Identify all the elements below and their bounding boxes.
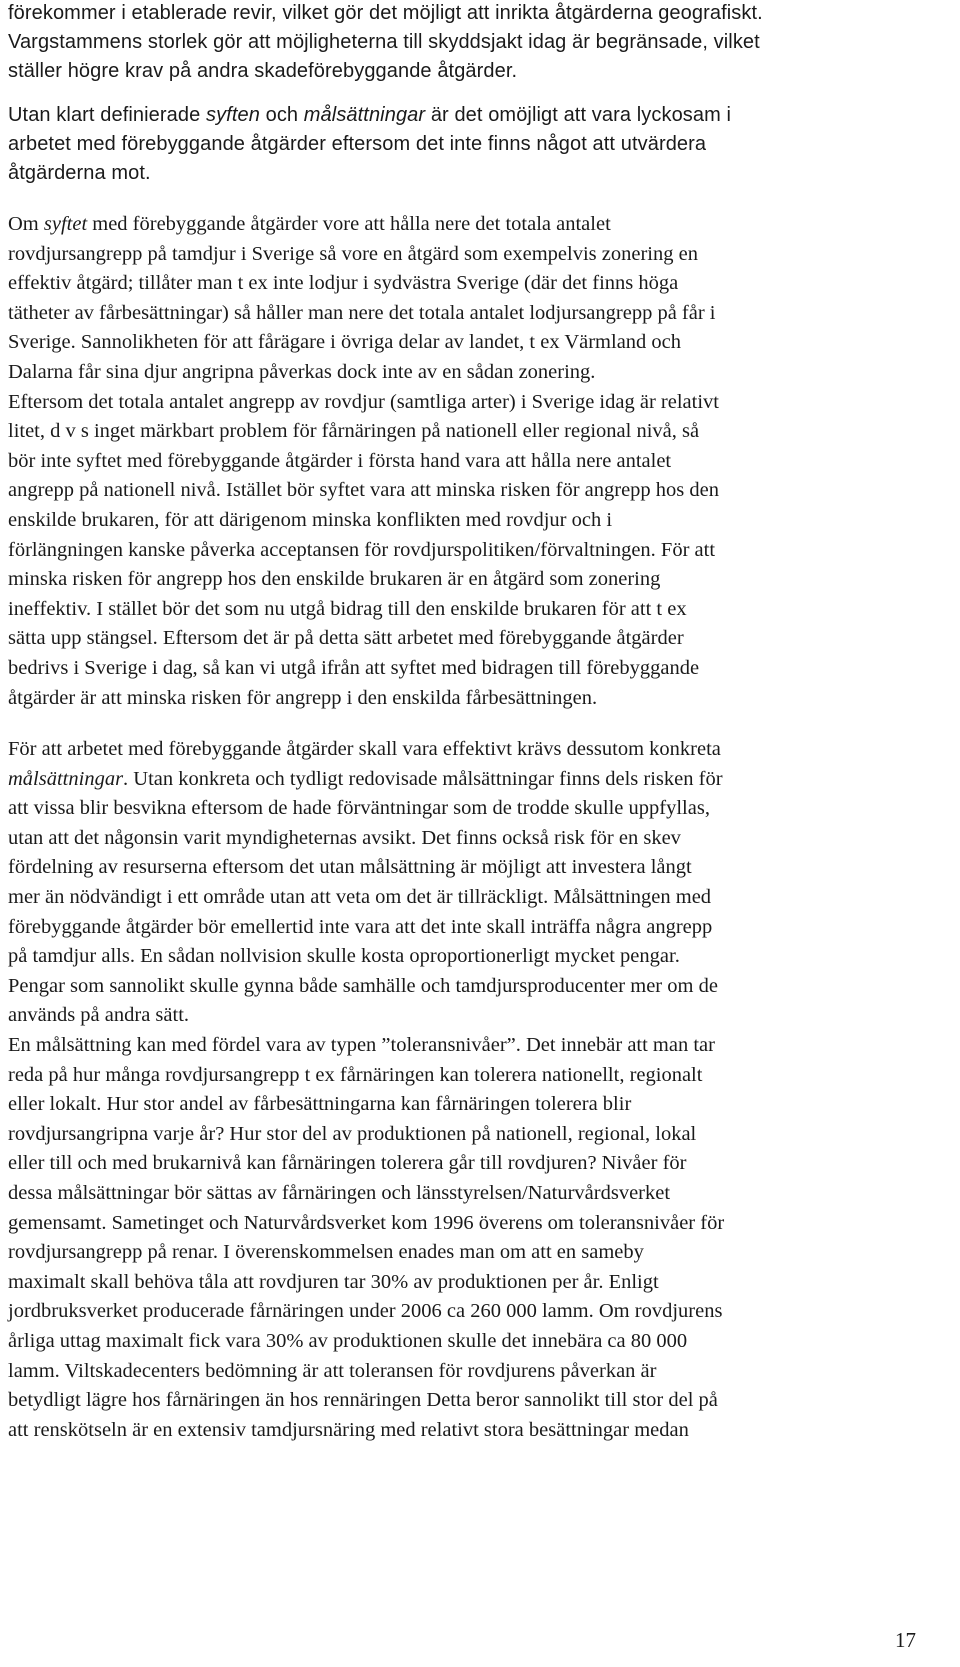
text-line: enskilde brukaren, för att därigenom minska konflikten med rovdjur och i (8, 508, 613, 531)
text-line: Dalarna får sina djur angripna påverkas dock inte av en sådan zonering. (8, 360, 596, 383)
text-line: minska risken för angrepp hos den enskilde brukaren är en åtgärd som zonering (8, 568, 661, 591)
text-line: effektiv åtgärd; tillåter man t ex inte lodjur i sydvästra Sverige (där det finns höga (8, 272, 679, 295)
text-line: jordbruksverket producerade fårnäringen under 2006 ca 260 000 lamm. Om rovdjurens (8, 1300, 723, 1323)
text-line (8, 101, 926, 130)
text-line: En målsättning kan med fördel vara av typen ”toleransnivåer”. Det innebär att man tar (8, 1034, 715, 1057)
text-line: maximalt skall behöva tåla att rovdjuren tar 30% av produktionen per år. Enligt (8, 1270, 659, 1293)
text-line: Pengar som sannolikt skulle gynna både samhälle och tamdjursproducenter mer om de (8, 974, 718, 997)
text-line: arbetet med förebyggande åtgärder eftersom det inte finns något att utvärdera (8, 133, 707, 155)
text-line: angrepp på nationell nivå. Istället bör syftet vara att minska risken för angrepp hos den (8, 479, 720, 502)
text-line: För att arbetet med förebyggande åtgärder skall vara effektivt krävs dessutom konkreta (8, 738, 721, 761)
emphasis-malsattningar: målsättningar (8, 767, 124, 790)
emphasis-syftet: syftet (43, 213, 88, 235)
text-line: ineffektiv. I stället bör det som nu utgå bidrag till den enskilde brukaren för att t ex (8, 597, 687, 620)
page-number: 17 (895, 1628, 916, 1652)
paragraph-malsattningar (8, 735, 926, 1445)
text-line: förekommer i etablerade revir, vilket gör det möjligt att inrikta åtgärderna geografiskt. (8, 2, 763, 24)
text-line: fördelning av resurserna eftersom det utan målsättning är möjligt att investera långt (8, 856, 692, 879)
text-line: bör inte syftet med förebyggande åtgärder i första hand vara att hålla nere antalet (8, 449, 672, 472)
text-line: eller lokalt. Hur stor andel av fårbesättningarna kan fårnäringen tolerera blir (8, 1093, 632, 1116)
paragraph-purpose (8, 101, 926, 188)
text-run: är det omöjligt att vara lyckosam i (425, 104, 732, 126)
text-line: litet, d v s inget märkbart problem för fårnäringen på nationell eller regional nivå, så (8, 420, 700, 443)
text-line: rovdjursangrepp på tamdjur i Sverige så vore en åtgärd som exempelvis zonering en (8, 242, 698, 265)
text-line: förlängningen kanske påverka acceptansen för rovdjurspolitiken/förvaltningen. För att (8, 538, 716, 561)
text-line: gemensamt. Sametinget och Naturvårdsverket kom 1996 överens om toleransnivåer för (8, 1211, 725, 1234)
text-run: med förebyggande åtgärder vore att hålla nere det totala antalet (87, 213, 611, 235)
text-run: Om (8, 213, 44, 235)
text-line: mer än nödvändigt i ett område utan att veta om det är tillräckligt. Målsättningen med (8, 886, 712, 909)
text-line (8, 210, 926, 240)
text-line: bedrivs i Sverige i dag, så kan vi utgå ifrån att syftet med bidragen till förebyggande (8, 656, 700, 679)
text-line (8, 765, 926, 795)
emphasis-syften: syften (205, 104, 260, 126)
text-line: Eftersom det totala antalet angrepp av rovdjur (samtliga arter) i Sverige idag är relativt (8, 390, 719, 413)
text-line: utan att det någonsin varit myndigheternas avsikt. Det finns också risk för en skev (8, 826, 681, 849)
text-line: förebyggande åtgärder bör emellertid inte vara att det inte skall inträffa några angrepp (8, 915, 713, 938)
text-line: Vargstammens storlek gör att möjligheterna till skyddsjakt idag är begränsade, vilket (8, 31, 760, 53)
text-line: Sverige. Sannolikheten för att fårägare i övriga delar av landet, t ex Värmland och (8, 331, 682, 354)
text-line: används på andra sätt. (8, 1004, 190, 1027)
text-line: ställer högre krav på andra skadeförebyggande åtgärder. (8, 60, 518, 82)
text-line: eller till och med brukarnivå kan fårnäringen tolerera går till rovdjuren? Nivåer för (8, 1152, 687, 1175)
text-line: årliga uttag maximalt fick vara 30% av produktionen skulle det innebära ca 80 000 (8, 1329, 688, 1352)
text-line: reda på hur många rovdjursangrepp t ex fårnäringen kan tolerera nationellt, regionalt (8, 1063, 703, 1086)
text-line: på tamdjur alls. En sådan nollvision skulle kosta oproportionerligt mycket pengar. (8, 945, 680, 968)
text-line: åtgärderna mot. (8, 162, 151, 184)
text-line: betydligt lägre hos fårnäringen än hos rennäringen Detta beror sannolikt till stor del på (8, 1389, 718, 1412)
text-line: rovdjursangrepp på renar. I överenskommelsen enades man om att en sameby (8, 1241, 644, 1264)
text-run: . Utan konkreta och tydligt redovisade målsättningar finns dels risken för (123, 767, 723, 790)
text-run: Utan klart definierade (8, 104, 206, 126)
text-run: och (259, 104, 304, 126)
text-line: att renskötseln är en extensiv tamdjursnäring med relativt stora besättningar medan (8, 1418, 689, 1441)
paragraph-intro (8, 0, 926, 86)
text-line: tätheter av fårbesättningar) så håller man nere det totala antalet lodjursangrepp på får i (8, 301, 716, 324)
text-line: rovdjursangripna varje år? Hur stor del av produktionen på nationell, regional, lokal (8, 1122, 697, 1145)
text-line: att vissa blir besvikna eftersom de hade förväntningar som de trodde skulle uppfyllas, (8, 797, 710, 820)
paragraph-syftet (8, 210, 926, 713)
text-line: sätta upp stängsel. Eftersom det är på detta sätt arbetet med förebyggande åtgärder (8, 627, 684, 650)
text-line: dessa målsättningar bör sättas av fårnäringen och länsstyrelsen/Naturvårdsverket (8, 1182, 671, 1204)
emphasis-malsattningar: målsättningar (303, 104, 426, 126)
text-line: lamm. Viltskadecenters bedömning är att toleransen för rovdjurens påverkan är (8, 1359, 657, 1382)
text-line: åtgärder är att minska risken för angrepp i den enskilda fårbesättningen. (8, 686, 598, 709)
document-page (8, 0, 926, 1667)
